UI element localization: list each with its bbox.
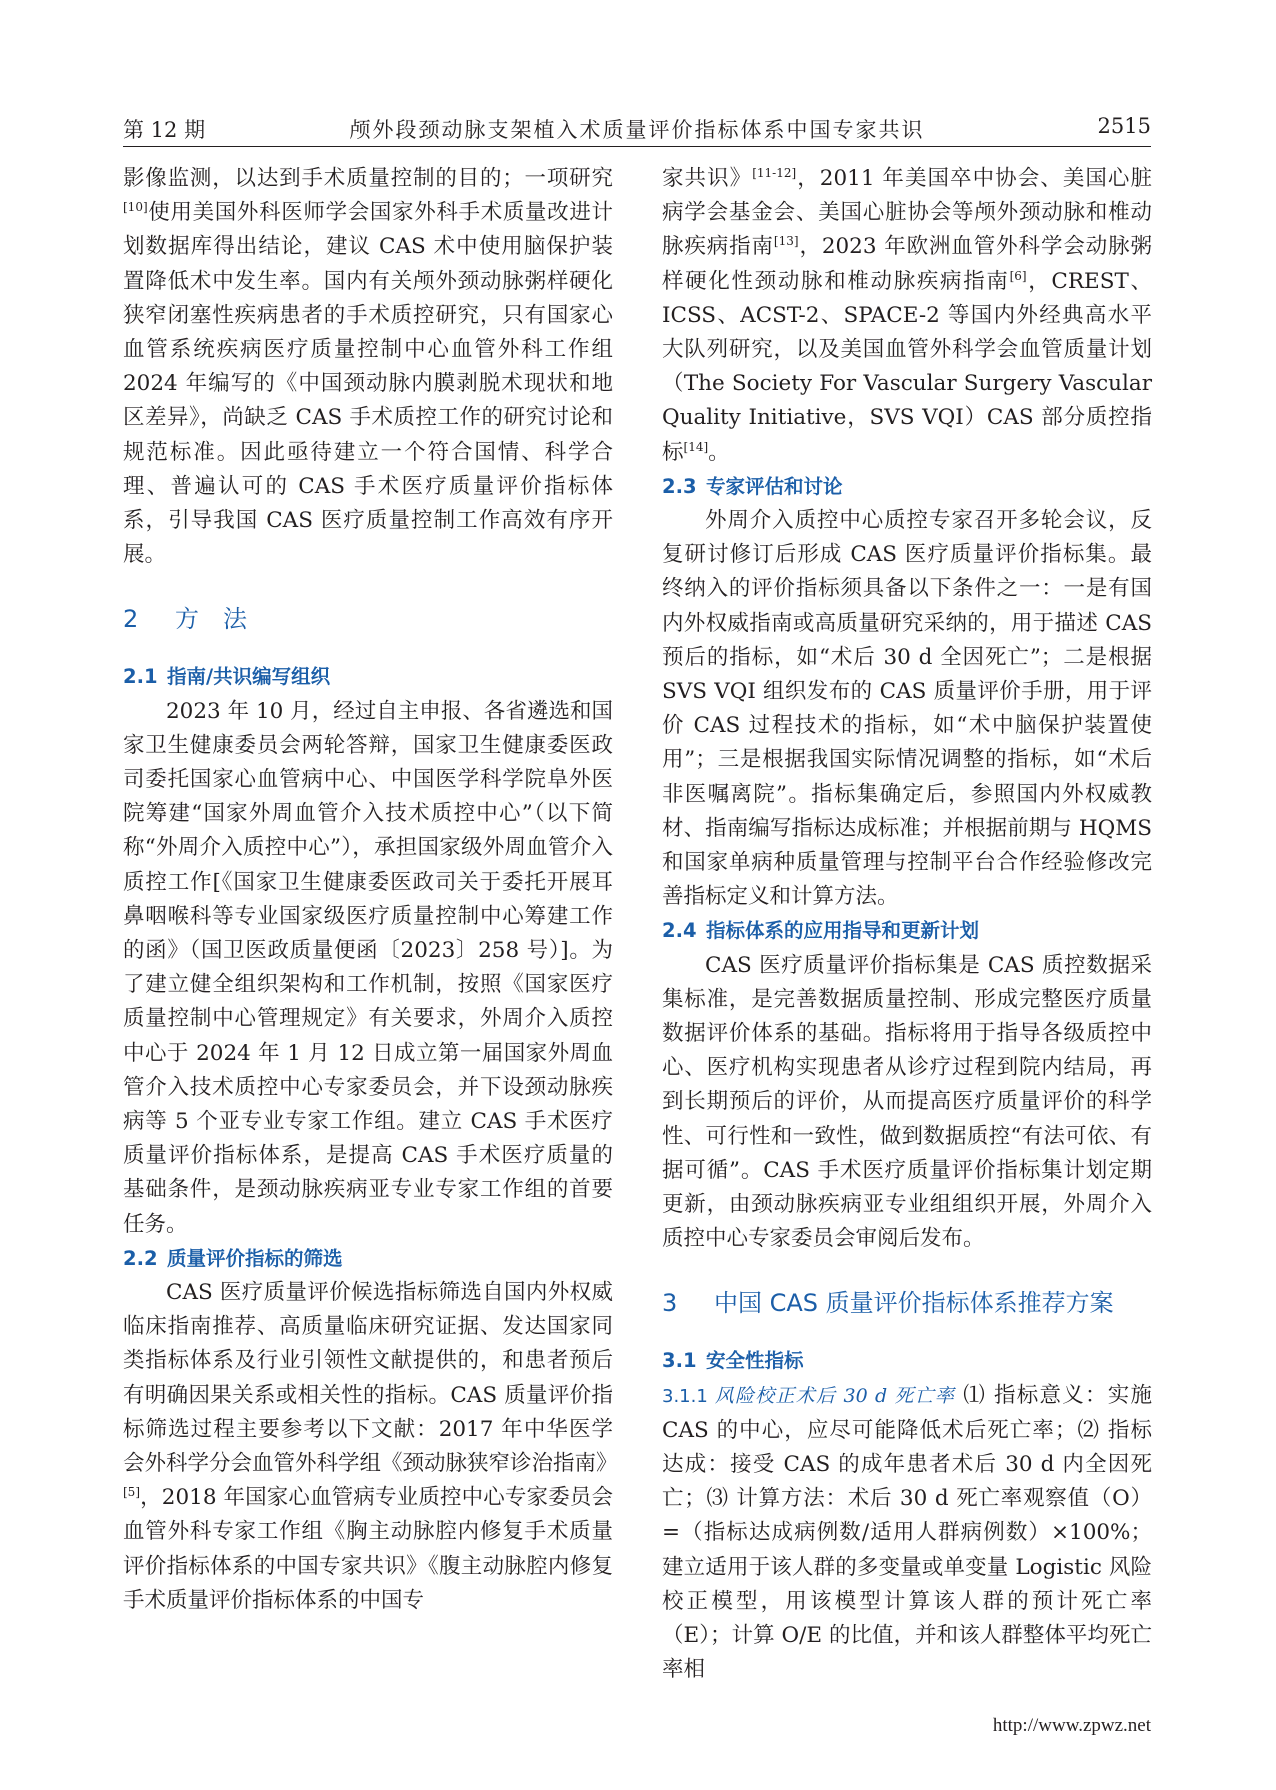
subsection-heading-3-1: 3.1 安全性指标	[662, 1349, 804, 1373]
subsubsection-heading-3-1-1: 3.1.1 风险校正术后 30 d 死亡率	[662, 1384, 956, 1407]
citation[interactable]: [5]	[123, 1485, 140, 1500]
intro-paragraph: 影像监测，以达到手术质量控制的目的；一项研究[10]使用美国外科医师学会国家外科手术质量改进计划数据库得出结论，建议 CAS 术中使用脑保护装置降低术中发生率。国内有关颅外颈动脉粥样硬化狭窄闭塞性疾病患者的手术质控研究，只有国家心血管系统疾病医疗质量控制中心血管外科工作组 2024 年编写的《中国颈动脉内膜剥脱术现状和地区差异》，尚缺乏 CAS 手术质控工作的研究讨论和规范标准。因此亟待建立一个符合国情、科学合理、普遍认可的 CAS 手术医疗质量评价指标体系，引导我国 CAS 医疗质量控制工作高效有序开展。	[123, 166, 613, 568]
section-heading-3: 3 中国 CAS 质量评价指标体系推荐方案	[662, 1289, 1114, 1318]
paragraph-2-3: 外周介入质控中心质控专家召开多轮会议，反复研讨修订后形成 CAS 医疗质量评价指标集。最终纳入的评价指标须具备以下条件之一：一是有国内外权威指南或高质量研究采纳的，用于描述 CAS 预后的指标，如“术后 30 d 全因死亡”；二是根据 SVS VQI 组织发布的 CAS 质量评价手册，用于评价 CAS 过程技术的指标，如“术中脑保护装置使用”；三是根据我国实际情况调整的指标，如“术后非医嘱离院”。指标集确定后，参照国内外权威教材、指南编写指标达成标准；并根据前期与 HQMS 和国家单病种质量管理与控制平台合作经验修改完善指标定义和计算方法。	[662, 508, 1152, 910]
subsection-heading-2-4: 2.4 指标体系的应用指导和更新计划	[662, 919, 980, 943]
paragraph-2-1: 2023 年 10 月，经过自主申报、各省遴选和国家卫生健康委员会两轮答辩，国家卫生健康委医政司委托国家心血管病中心、中国医学科学院阜外医院筹建“国家外周血管介入技术质控中心”（以下简称“外周介入质控中心”），承担国家级外周血管介入质控工作[《国家卫生健康委医政司关于委托开展耳鼻咽喉科等专业国家级医疗质量控制中心筹建工作的函》（国卫医政质量便函〔2023〕258 号）]。为了建立健全组织架构和工作机制，按照《国家医疗质量控制中心管理规定》有关要求，外周介入质控中心于 2024 年 1 月 12 日成立第一届国家外周血管介入技术质控中心专家委员会，并下设颈动脉疾病等 5 个亚专业专家工作组。建立 CAS 手术医疗质量评价指标体系，是提高 CAS 手术医疗质量的基础条件，是颈动脉疾病亚专业专家工作组的首要任务。	[123, 698, 613, 1237]
citation[interactable]: [6]	[1009, 268, 1027, 283]
page-number: 2515	[1097, 114, 1151, 138]
paragraph-2-4: CAS 医疗质量评价指标集是 CAS 质控数据采集标准，是完善数据质量控制、形成完整医疗质量数据评价体系的基础。指标将用于指导各级质控中心、医疗机构实现患者从诊疗过程到院内结局，再到长期预后的评价，从而提高医疗质量评价的科学性、可行性和一致性，做到数据质控“有法可依、有据可循”。CAS 手术医疗质量评价指标集计划定期更新，由颈动脉疾病亚专业组组织开展，外周介入质控中心专家委员会审阅后发布。	[662, 952, 1152, 1252]
citation[interactable]: [14]	[683, 439, 709, 454]
issue-number: 第 12 期	[123, 118, 206, 142]
running-title: 颅外段颈动脉支架植入术质量评价指标体系中国专家共识	[349, 118, 925, 142]
subsection-heading-2-1: 2.1 指南/共识编写组织	[123, 665, 331, 689]
citation[interactable]: [13]	[773, 234, 799, 249]
subsection-heading-2-2: 2.2 质量评价指标的筛选	[123, 1246, 343, 1270]
running-header	[123, 112, 1151, 147]
section-heading-methods: 2 方 法	[123, 605, 247, 634]
paragraph-3-1-1: 3.1.1 风险校正术后 30 d 死亡率 ⑴ 指标意义：实施 CAS 的中心，应尽可能降低术后死亡率；⑵ 指标达成：接受 CAS 的成年患者术后 30 d 内全因死亡；⑶ 计算方法：术后 30 d 死亡率观察值（O）=（指标达成病例数/适用人群病例数）×100%；建立适用于该人群的多变量或单变量 Logistic 风险校正模型，用该模型计算该人群的预计死亡率（E）；计算 O/E 的比值，并和该人群整体平均死亡率相	[662, 1382, 1152, 1683]
journal-url[interactable]: http://www.zpwz.net	[992, 1715, 1151, 1736]
left-column	[123, 162, 618, 1618]
right-column	[662, 162, 1152, 1687]
citation[interactable]: [10]	[123, 200, 148, 215]
subsection-heading-2-3: 2.3 专家评估和讨论	[662, 474, 843, 498]
paragraph-2-2-continued: 家共识》[11-12]，2011 年美国卒中协会、美国心脏病学会基金会、美国心脏协会等颅外颈动脉和椎动脉疾病指南[13]，2023 年欧洲血管外科学会动脉粥样硬化性颈动脉和椎动脉疾病指南[6]，CREST、ICSS、ACST-2、SPACE-2 等国内外经典高水平大队列研究，以及美国血管外科学会血管质量计划（The Society For Vascular Surgery Vascular Quality Initiative，SVS VQI）CAS 部分质控指标[14]。	[662, 166, 1152, 465]
paragraph-2-2: CAS 医疗质量评价候选指标筛选自国内外权威临床指南推荐、高质量临床研究证据、发达国家同类指标体系及行业引领性文献提供的，和患者预后有明确因果关系或相关性的指标。CAS 质量评价指标筛选过程主要参考以下文献：2017 年中华医学会外科学分会血管外科学组《颈动脉狭窄诊治指南》[5]，2018 年国家心血管病专业质控中心专家委员会血管外科专家工作组《胸主动脉腔内修复手术质量评价指标体系的中国专家共识》《腹主动脉腔内修复手术质量评价指标体系的中国专	[123, 1280, 618, 1613]
citation[interactable]: [11-12]	[752, 166, 797, 180]
